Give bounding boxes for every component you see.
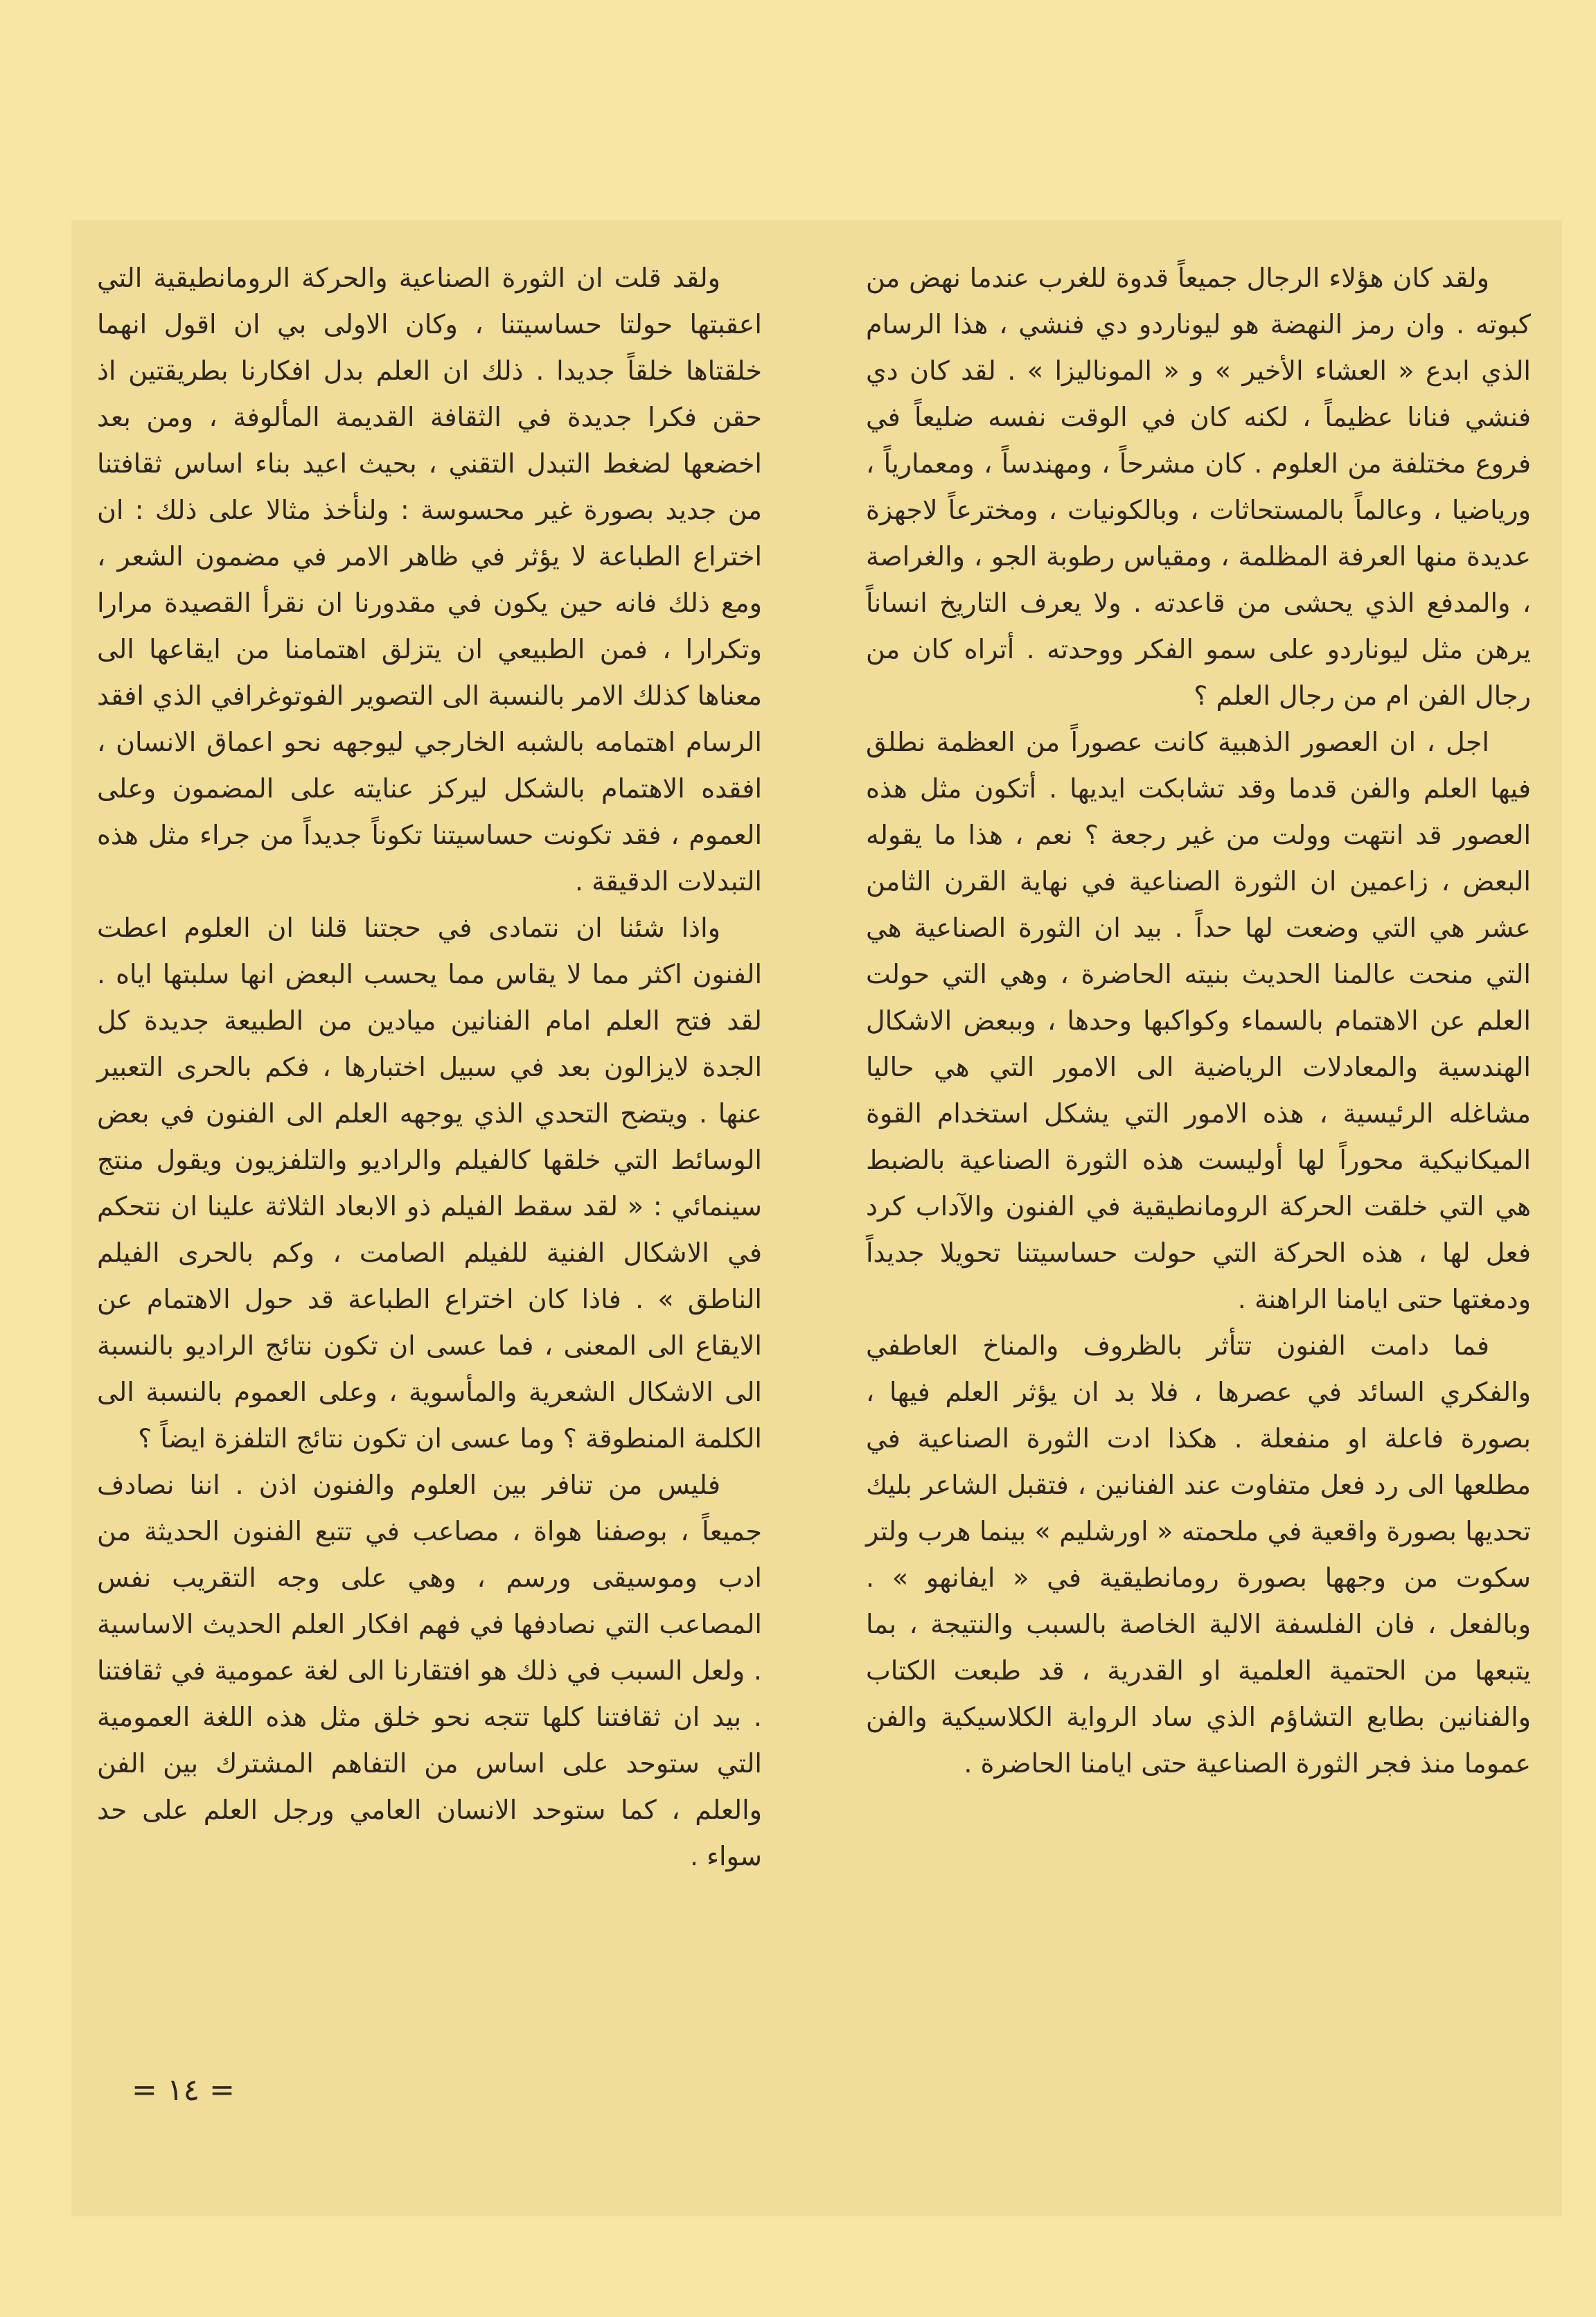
right-paragraph-2: اجل ، ان العصور الذهبية كانت عصوراً من العظمة نطلق فيها العلم والفن قدما وقد تشابكت ايديها . أتكون مثل هذه العصور قد انتهت وولت من غير رجعة ؟ نعم ، هذا ما يقوله البعض ، زاعمين ان الثورة الصناعية في نهاية القرن الثامن عشر هي التي وضعت لها حداً . بيد ان الثورة الصناعية هي التي منحت عالمنا الحديث بنيته الحاضرة ، وهي التي حولت العلم عن الاهتمام بالسماء وكواكبها وحدها ، وببعض الاشكال الهندسية والمعادلات الرياضية الى الامور التي هي حاليا مشاغله الرئيسية ، هذه الامور التي يشكل استخدام القوة الميكانيكية محوراً لها أوليست هذه الثورة الصناعية بالضبط هي التي خلقت الحركة الرومانطيقية في الفنون والآداب كرد فعل لها ، هذه الحركة التي حولت حساسيتنا تحويلا جديداً ودمغتها حتى ايامنا الراهنة .	[866, 727, 1531, 1314]
left-paragraph-2: واذا شئنا ان نتمادى في حجتنا قلنا ان العلوم اعطت الفنون اكثر مما لا يقاس مما يحسب البعض انها سلبتها اياه . لقد فتح العلم امام الفنانين ميادين من الطبيعة جديدة كل الجدة لايزالون بعد في سبيل اختبارها ، فكم بالحرى التعبير عنها . ويتضح التحدي الذي يوجهه العلم الى الفنون في بعض الوسائط التي خلقها كالفيلم والراديو والتلفزيون ويقول منتج سينمائي : « لقد سقط الفيلم ذو الابعاد الثلاثة علينا ان نتحكم في الاشكال الفنية للفيلم الصامت ، وكم بالحرى الفيلم الناطق » . فاذا كان اختراع الطباعة قد حول الاهتمام عن الايقاع الى المعنى ، فما عسى ان تكون نتائج الراديو بالنسبة الى الاشكال الشعرية والمأسوية ، وعلى العموم بالنسبة الى الكلمة المنطوقة ؟ وما عسى ان تكون نتائج التلفزة ايضاً ؟	[97, 913, 762, 1454]
page-number: = ١٤ =	[132, 2072, 235, 2108]
left-paragraph-3: فليس من تنافر بين العلوم والفنون اذن . اننا نصادف جميعاً ، بوصفنا هواة ، مصاعب في تتبع الفنون الحديثة من ادب وموسيقى ورسم ، وهي على وجه التقريب نفس المصاعب التي نصادفها في فهم افكار العلم الحديث الاساسية . ولعل السبب في ذلك هو افتقارنا الى لغة عمومية في ثقافتنا . بيد ان ثقافتنا كلها تتجه نحو خلق مثل هذه اللغة العمومية التي ستوحد على اساس من التفاهم المشترك بين الفن والعلم ، كما ستوحد الانسان العامي ورجل العلم على حد سواء .	[97, 1470, 762, 1871]
right-text-column	[866, 255, 1531, 1787]
left-paragraph-1: ولقد قلت ان الثورة الصناعية والحركة الرومانطيقية التي اعقبتها حولتا حساسيتنا ، وكان الاولى بي ان اقول انهما خلقتاها خلقاً جديدا . ذلك ان العلم بدل افكارنا بطريقتين اذ حقن فكرا جديدة في الثقافة القديمة المألوفة ، ومن بعد اخضعها لضغط التبدل التقني ، بحيث اعيد بناء اساس ثقافتنا من جديد بصورة غير محسوسة : ولنأخذ مثالا على ذلك : ان اختراع الطباعة لا يؤثر في ظاهر الامر في مضمون الشعر ، ومع ذلك فانه حين يكون في مقدورنا ان نقرأ القصيدة مرارا وتكرارا ، فمن الطبيعي ان يتزلق اهتمامنا من ايقاعها الى معناها كذلك الامر بالنسبة الى التصوير الفوتوغرافي الذي افقد الرسام اهتمامه بالشبه الخارجي ليوجهه نحو اعماق الانسان ، افقده الاهتمام بالشكل ليركز عنايته على المضمون وعلى العموم ، فقد تكونت حساسيتنا تكوناً جديداً من جراء مثل هذه التبدلات الدقيقة .	[97, 263, 762, 897]
right-paragraph-3: فما دامت الفنون تتأثر بالظروف والمناخ العاطفي والفكري السائد في عصرها ، فلا بد ان يؤثر العلم فيها ، بصورة فاعلة او منفعلة . هكذا ادت الثورة الصناعية في مطلعها الى رد فعل متفاوت عند الفنانين ، فتقبل الشاعر بليك تحديها بصورة واقعية في ملحمته « اورشليم » بينما هرب ولتر سكوت من وجهها بصورة رومانطيقية في « ايفانهو » . وبالفعل ، فان الفلسفة الالية الخاصة بالسبب والنتيجة ، بما يتبعها من الحتمية العلمية او القدرية ، قد طبعت الكتاب والفنانين بطابع التشاؤم الذي ساد الرواية الكلاسيكية والفن عموما منذ فجر الثورة الصناعية حتى ايامنا الحاضرة .	[866, 1330, 1531, 1779]
left-text-column	[97, 255, 762, 1880]
right-paragraph-1: ولقد كان هؤلاء الرجال جميعاً قدوة للغرب عندما نهض من كبوته . وان رمز النهضة هو ليوناردو دي فنشي ، هذا الرسام الذي ابدع « العشاء الأخير » و « الموناليزا » . لقد كان دي فنشي فنانا عظيماً ، لكنه كان في الوقت نفسه ضليعاً في فروع مختلفة من العلوم . كان مشرحاً ، ومهندساً ، ومعمارياً ، ورياضيا ، وعالماً بالمستحاثات ، وبالكونيات ، ومخترعاً لاجهزة عديدة منها العرفة المظلمة ، ومقياس رطوبة الجو ، والغراصة ، والمدفع الذي يحشى من قاعدته . ولا يعرف التاريخ انساناً يرهن مثل ليوناردو على سمو الفكر ووحدته . أتراه كان من رجال الفن ام من رجال العلم ؟	[866, 263, 1531, 711]
